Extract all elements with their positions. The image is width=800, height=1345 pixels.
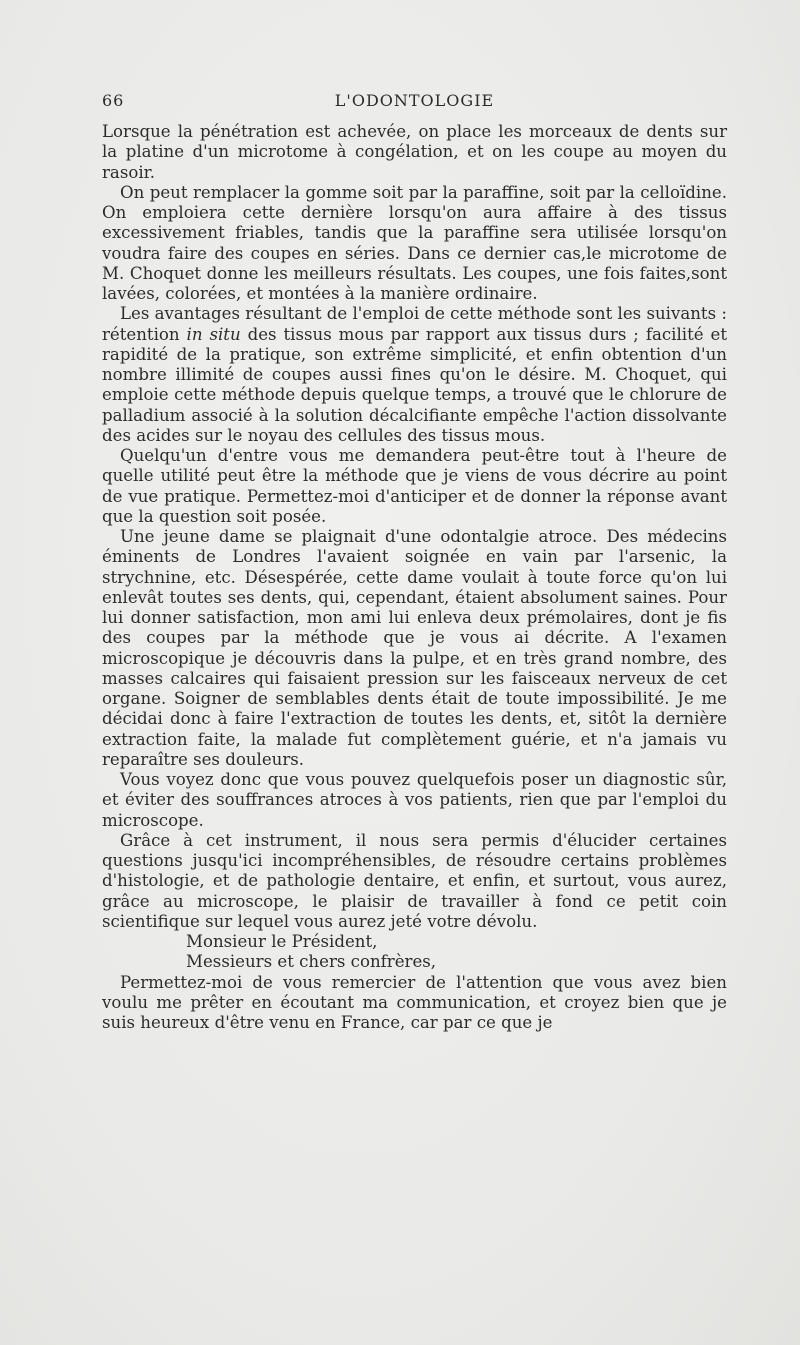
paragraph-6: Vous voyez donc que vous pouvez quelquefois poser un diagnostic sûr, et éviter des souffrances atroces à vos patients, rien que par l'emploi du microscope. <box>102 770 727 830</box>
paragraph-1: Lorsque la pénétration est achevée, on place les morceaux de dents sur la platine d'un microtome à congélation, et on les coupe au moyen du rasoir. <box>102 122 727 182</box>
page-number: 66 <box>102 91 125 110</box>
paragraph-7: Grâce à cet instrument, il nous sera permis d'élucider certaines questions jusqu'ici incompréhensibles, de résoudre certains problèmes d'histologie, et de pathologie dentaire, et enfin, et surtout, vous aurez, grâce au microscope, le plaisir de travailler à fond ce petit coin scientifique sur lequel vous aurez jeté votre dévolu. <box>102 830 727 931</box>
salutation-line-1: Monsieur le Président, <box>186 932 378 951</box>
paragraph-8: Permettez-moi de vous remercier de l'attention que vous avez bien voulu me prêter en écoutant ma communication, et croyez bien que je suis heureux d'être venu en France, car par ce que je <box>102 972 727 1032</box>
paragraph-3-text-b: des tissus mous par rapport aux tissus durs ; facilité et rapidité de la pratique, son extrême simplicité, et enfin obtention d'un nombre illimité de coupes aussi fines qu'on le désire. M. Choquet, qui emploie cette méthode depuis quelque temps, a trouvé que le chlorure de palladium associé à la solution décalcifiante empêche l'action dissolvante des acides sur le noyau des cellules des tissus mous. <box>102 324 727 445</box>
latin-phrase: in situ <box>186 324 241 344</box>
salutation-line-2: Messieurs et chers confrères, <box>186 952 437 972</box>
paragraph-3 <box>102 304 727 446</box>
paragraph-4: Quelqu'un d'entre vous me demandera peut-être tout à l'heure de quelle utilité peut être la méthode que je viens de vous décrire au point de vue pratique. Permettez-moi d'anticiper et de donner la réponse avant que la question soit posée. <box>102 446 727 526</box>
paragraph-3-text-a: Les avantages résultant de l'emploi de cette méthode sont les suivants : rétention <box>102 304 727 344</box>
paragraph-2: On peut remplacer la gomme soit par la paraffine, soit par la celloïdine. On emploiera cette dernière lorsqu'on aura affaire à des tissus excessivement friables, tandis que la paraffine sera utilisée lorsqu'on voudra faire des coupes en séries. Dans ce dernier cas,le microtome de M. Choquet donne les meilleurs résultats. Les coupes, une fois faites,sont lavées, colorées, et montées à la manière ordinaire. <box>102 182 727 303</box>
body-text <box>102 122 727 1033</box>
paragraph-5: Une jeune dame se plaignait d'une odontalgie atroce. Des médecins éminents de Londres l'avaient soignée en vain par l'arsenic, la strychnine, etc. Désespérée, cette dame voulait à toute force qu'on lui enlevât toutes ses dents, qui, cependant, étaient absolument saines. Pour lui donner satisfaction, mon ami lui enleva deux prémolaires, dont je fis des coupes par la méthode que je vous ai décrite. A l'examen microscopique je découvris dans la pulpe, et en très grand nombre, des masses calcaires qui faisaient pression sur les faisceaux nerveux de cet organe. Soigner de semblables dents était de toute impossibilité. Je me décidai donc à faire l'extraction de toutes les dents, et, sitôt la dernière extraction faite, la malade fut complètement guérie, et n'a jamais vu reparaître ses douleurs. <box>102 527 727 769</box>
page-header <box>102 91 727 115</box>
running-title: L'ODONTOLOGIE <box>334 91 495 110</box>
